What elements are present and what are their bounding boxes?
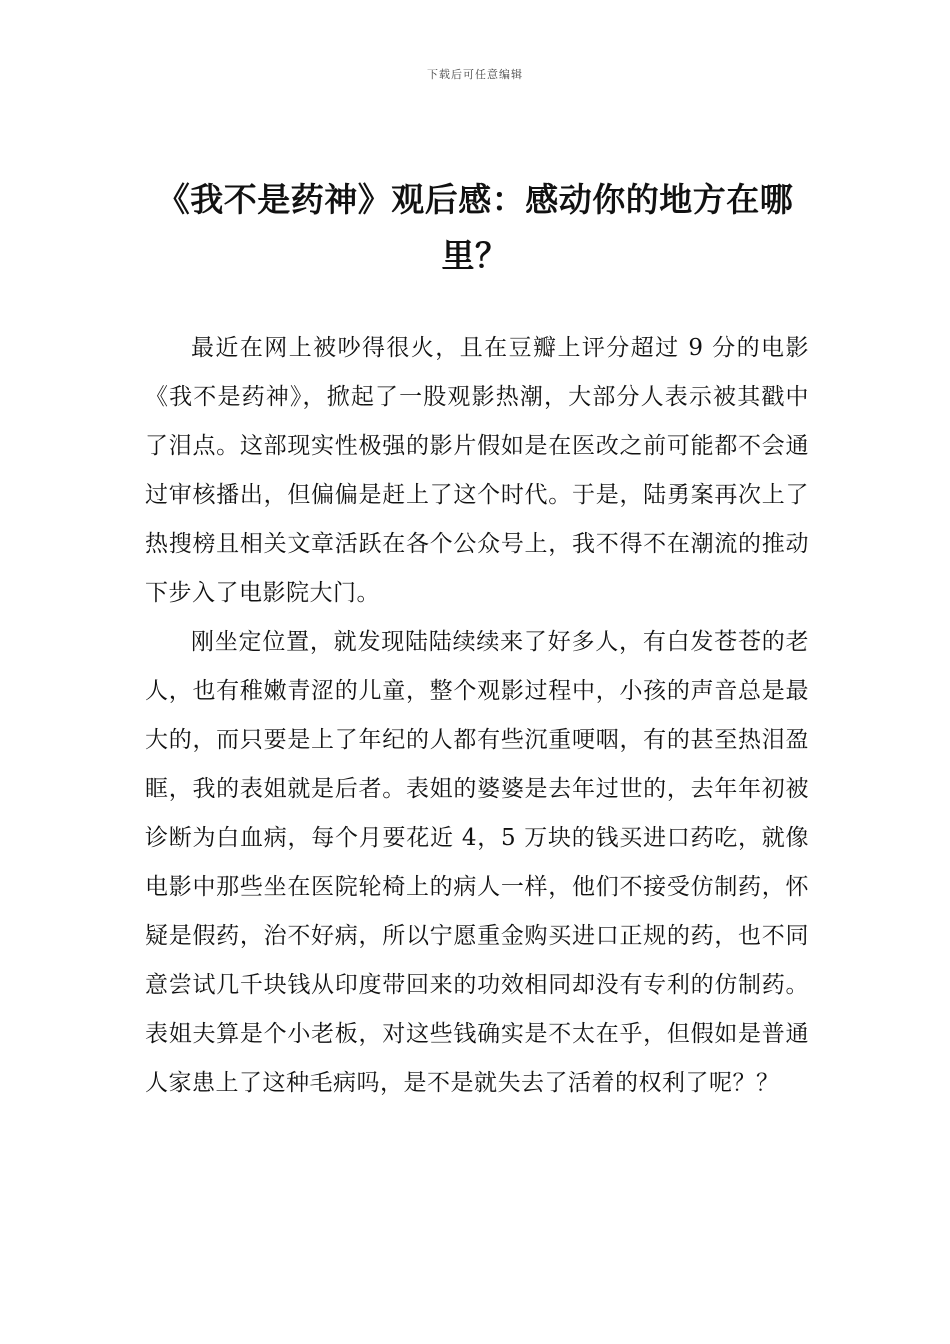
header-note: 下载后可任意编辑 bbox=[427, 68, 523, 81]
document-title: 《我不是药神》观后感：感动你的地方在哪里？ bbox=[156, 180, 794, 275]
paragraph-1: 最近在网上被吵得很火，且在豆瓣上评分超过 9 分的电影《我不是药神》，掀起了一股观影热潮，大部分人表示被其戳中了泪点。这部现实性极强的影片假如是在医改之前可能都不会通过审核播出，但偏偏是赶上了这个时代。于是，陆勇案再次上了热搜榜且相关文章活跃在各个公众号上，我不得不在潮流的推动下步入了电影院大门。 bbox=[145, 335, 809, 606]
paragraph-2: 刚坐定位置，就发现陆陆续续来了好多人，有白发苍苍的老人，也有稚嫩青涩的儿童，整个观影过程中，小孩的声音总是最大的，而只要是上了年纪的人都有些沉重哽咽，有的甚至热泪盈眶，我的表姐就是后者。表姐的婆婆是去年过世的，去年年初被诊断为白血病，每个月要花近 4，5 万块的钱买进口药吃，就像电影中那些坐在医院轮椅上的病人一样，他们不接受仿制药，怀疑是假药，治不好病，所以宁愿重金购买进口正规的药，也不同意尝试几千块钱从印度带回来的功效相同却没有专利的仿制药。表姐夫算是个小老板，对这些钱确实是不太在乎，但假如是普通人家患上了这种毛病吗，是不是就失去了活着的权利了呢？？ bbox=[145, 629, 809, 1096]
document-body bbox=[145, 324, 809, 1108]
